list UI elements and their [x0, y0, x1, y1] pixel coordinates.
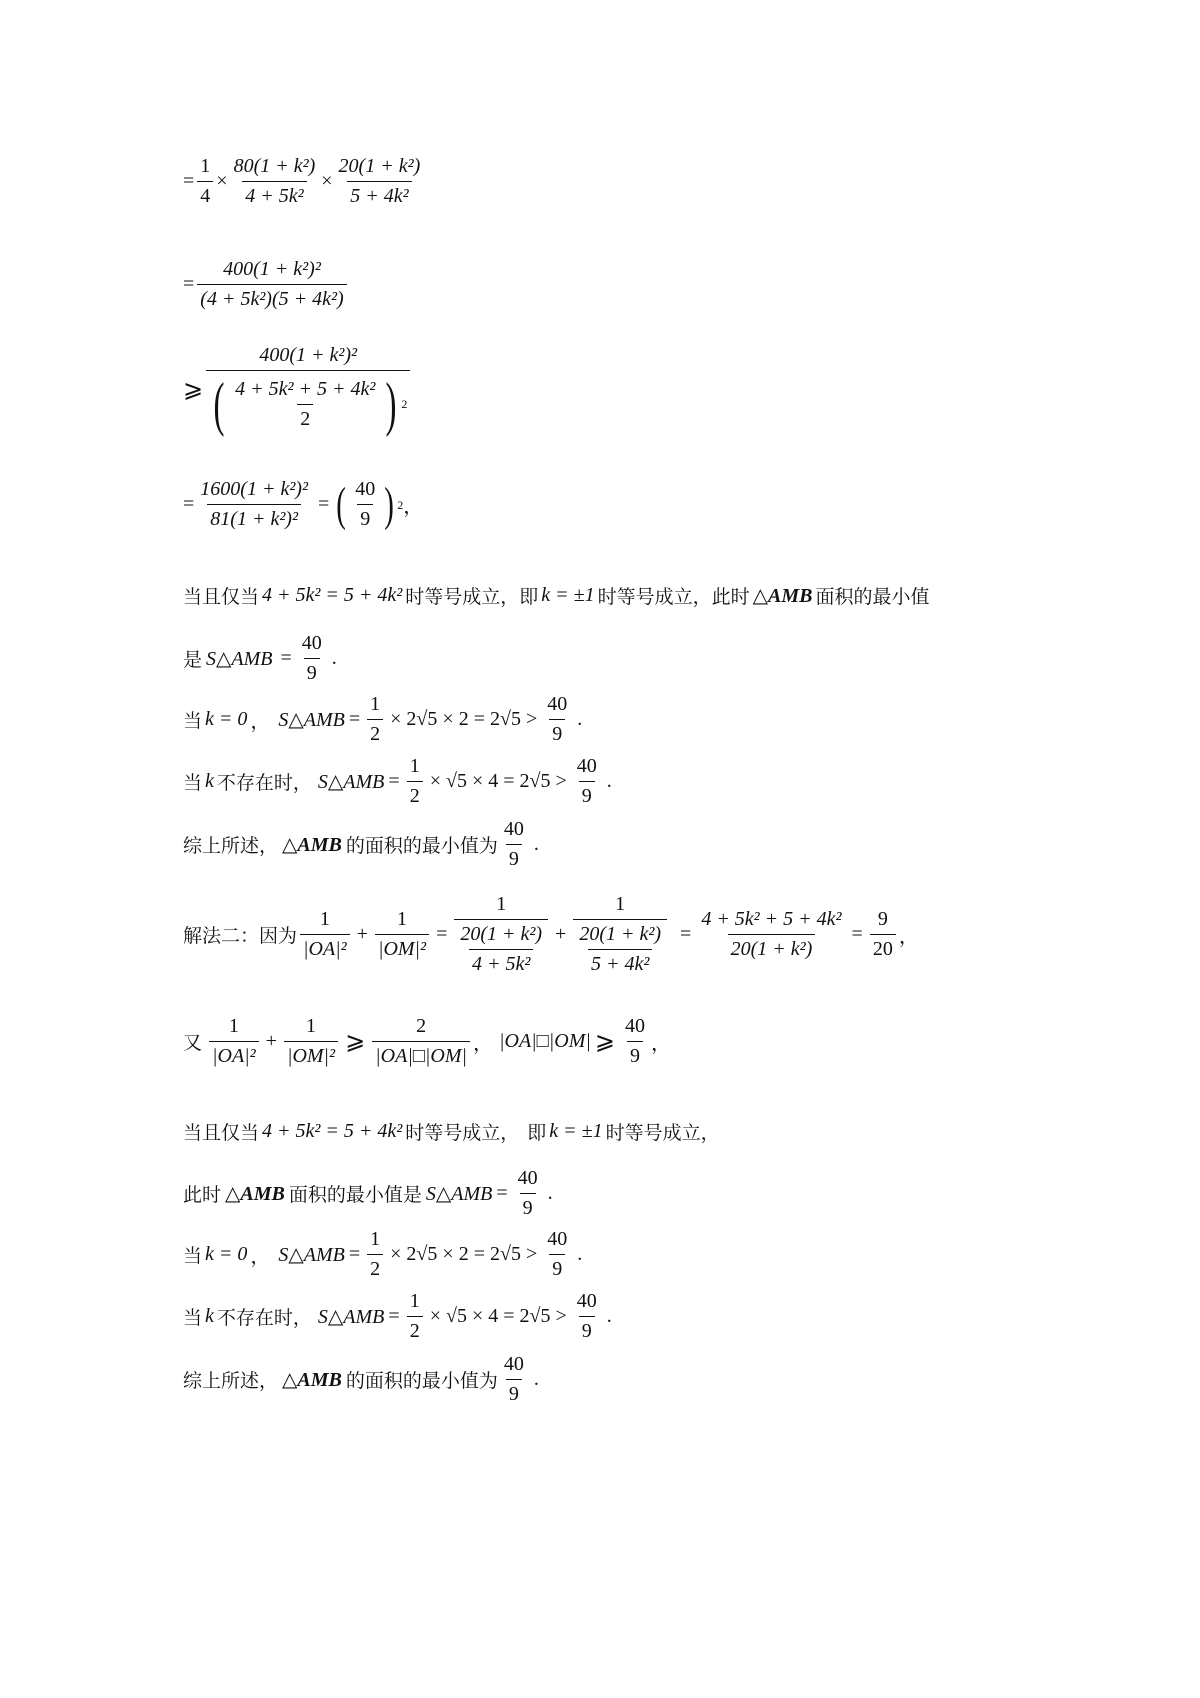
equals-sign: = [183, 493, 195, 515]
step4-expression: = $\frac{\text{1600(1 + k²)²}}{\text{81(1 + k²)²}}$ = ( $\frac{40}{9}$ ) 2 ， [183, 477, 424, 531]
m1-equality-condition: 当且仅当 4 + 5k² = 5 + 4k² 时等号成立，即 k = ±1 时等号成立，此时 △AMB 面积的最小值 [183, 584, 930, 608]
m2-equality-condition: 当且仅当 4 + 5k² = 5 + 4k² 时等号成立， 即 k = ±1 时等号成立， [183, 1120, 720, 1144]
equals-sign: = [183, 273, 195, 295]
fraction-inv-om-sq: $\frac{1}{\text{|OM|²}}$ [375, 908, 429, 961]
m2-summary: 综上所述， △AMB 的面积的最小值为 $\frac{40}{9}$ . [183, 1353, 539, 1405]
fraction-20: $\frac{\text{20(1 + k²)}}{\text{5 + 4k²}}$ [338, 155, 421, 207]
fraction-inv-oa-sq: $\frac{1}{\text{|OA|²}}$ [209, 1015, 259, 1068]
geq-sign: ⩾ [183, 376, 204, 403]
fraction-40-9: $\frac{40}{9}$ [547, 693, 568, 745]
times-sign: × [321, 170, 333, 192]
left-paren: ( [213, 371, 225, 437]
fraction-inv-oa-sq: $\frac{1}{\text{|OA|²}}$ [300, 908, 350, 961]
m1-case-k-undefined: 当 k 不存在时， S△AMB = $\frac{1}{2}$ × √5 × 4 = 2√5 > $\frac{40}{9}$ . [183, 755, 612, 807]
fraction-one-half: $\frac{1}{2}$ [407, 755, 423, 808]
fraction-40-9: $\frac{40}{9}$ [624, 1015, 645, 1067]
step3-inequality [183, 344, 413, 437]
fraction-40-9: $\frac{40}{9}$ [576, 755, 597, 807]
fraction-am-gm: 400(1 + k²)² ( $\frac{\text{4 + 5k² + 5 + 4k²}}{2}$ ) 2 [206, 344, 410, 434]
fraction-40-9: $\frac{40}{9}$ [576, 1290, 597, 1342]
fraction-40-9: $\frac{40}{9}$ [517, 1167, 538, 1219]
fraction-compound-a: $\frac{1}{\frac{\text{20(1 + k²)}}{\text{4 + 5k²}}}$ [454, 893, 548, 976]
right-paren: ) [385, 371, 397, 437]
fraction-40-9: $\frac{40}{9}$ [503, 1353, 524, 1405]
fraction-2-over-product: $\frac{2}{|OA|□|OM|}$ [372, 1015, 470, 1068]
fraction-one-half: $\frac{1}{2}$ [367, 1228, 383, 1281]
equals-sign: = [183, 170, 195, 192]
right-paren: ) [384, 477, 395, 531]
fraction-40-9: $\frac{40}{9}$ [503, 818, 524, 870]
fraction-40-9: $\frac{40}{9}$ [355, 478, 376, 530]
m2-min-value: 此时 △AMB 面积的最小值是 S△AMB = $\frac{40}{9}$ . [183, 1167, 553, 1219]
step1-expression [183, 155, 426, 208]
fraction-one-half: $\frac{1}{2}$ [407, 1290, 423, 1343]
fraction-one-half: $\frac{1}{2}$ [367, 693, 383, 746]
inner-average-fraction: $\frac{\text{4 + 5k² + 5 + 4k²}}{2}$ [235, 377, 376, 430]
fraction-sum: $\frac{\text{4 + 5k² + 5 + 4k²}}{\text{20(1 + k²)}}$ [701, 908, 842, 960]
fraction-80: $\frac{\text{80(1 + k²)}}{\text{4 + 5k²}}$ [233, 155, 316, 207]
m2-case-k-zero: 当 k = 0 ， S△AMB = $\frac{1}{2}$ × 2√5 × 2 = 2√5 > $\frac{40}{9}$ . [183, 1228, 583, 1280]
left-paren: ( [336, 477, 347, 531]
fraction-compound-b: $\frac{1}{\frac{\text{20(1 + k²)}}{\text{5 + 4k²}}}$ [573, 893, 667, 976]
m2-case-k-undefined: 当 k 不存在时， S△AMB = $\frac{1}{2}$ × √5 × 4 = 2√5 > $\frac{40}{9}$ . [183, 1290, 612, 1342]
times-sign: × [216, 170, 228, 192]
m2-identity: 解法二：因为 $\frac{1}{\text{|OA|²}}$ + $\frac{1}{\text{|OM|²}}$ = $\frac{1}{\frac{\text{20(1 + k²)}}{\text{4 + 5k²}}}$ + $\frac{1}{\frac{\text{20(1 + k²)}}{\text{5 + 4k²}}}$ = $\frac{\text{4 + 5k² + 5 + 4k²}}{\text{20(1 + k²)}}$ = $\frac{9}{20}$ ， [183, 893, 919, 975]
m1-case-k-zero: 当 k = 0 ， S△AMB = $\frac{1}{2}$ × 2√5 × 2 = 2√5 > $\frac{40}{9}$ . [183, 693, 583, 745]
m1-summary: 综上所述， △AMB 的面积的最小值为 $\frac{40}{9}$ . [183, 818, 539, 870]
fraction-one-quarter: $\frac{1}{4}$ [197, 155, 213, 208]
fraction-40-9: $\frac{40}{9}$ [301, 632, 322, 684]
fraction-9-20: $\frac{9}{20}$ [870, 908, 896, 961]
equals-sign: = [317, 493, 330, 515]
step2-expression [183, 258, 350, 311]
m1-min-value: 是 S△AMB = $\frac{40}{9}$ . [183, 632, 337, 684]
fraction-400: $\frac{\text{400(1 + k²)²}}{\text{(4 + 5k²)(5 + 4k²)}}$ [197, 258, 346, 311]
fraction-1600: $\frac{\text{1600(1 + k²)²}}{\text{81(1 + k²)²}}$ [200, 478, 308, 530]
fraction-inv-om-sq: $\frac{1}{\text{|OM|²}}$ [284, 1015, 338, 1068]
fraction-40-9: $\frac{40}{9}$ [547, 1228, 568, 1280]
m2-am-gm: 又 $\frac{1}{\text{|OA|²}}$ + $\frac{1}{\text{|OM|²}}$ ⩾ $\frac{2}{|OA|□|OM|}$ ， |OA|□|OM| ⩾ $\frac{40}{9}$ ， [183, 1015, 671, 1067]
